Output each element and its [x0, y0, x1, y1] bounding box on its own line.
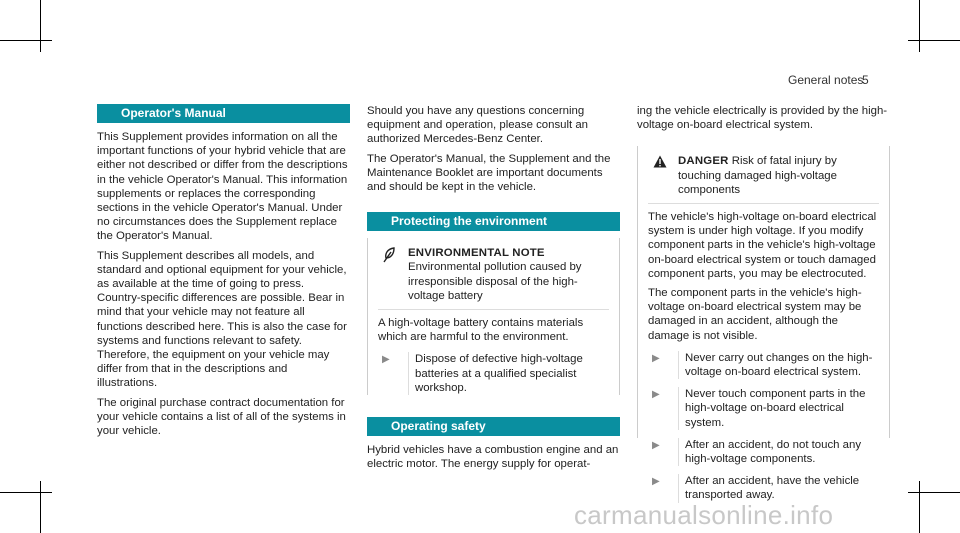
crop-mark	[919, 481, 920, 533]
page-number: 5	[862, 73, 869, 87]
note-body: A high-voltage battery contains materials which are harmful to the environment.	[378, 317, 584, 344]
warning-triangle-icon	[648, 154, 672, 168]
step-text: After an accident, have the vehicle transported away.	[678, 474, 879, 502]
instruction-step	[648, 438, 879, 466]
danger-paragraph: The vehicle's high-voltage on-board electrical system is under high voltage. If you modify component parts in the vehicle's high-voltage on-board electrical system or touch damaged component parts, you may be electrocuted.	[648, 211, 877, 280]
section-heading-environment: Protecting the environment	[367, 212, 620, 231]
arrow-right-icon: ▶	[652, 352, 660, 364]
danger-label: DANGER	[678, 155, 729, 168]
body-paragraph: This Supplement describes all models, and standard and optional equipment for your vehicle, as available at the time of going to press. Country-specific differences are possible. Bear in mind that your vehicle may not feature all functions described here. This is also the case for systems and functions relevant to safety. Therefore, the equipment on your vehicle may differ from that in the descriptions and illustrations.	[97, 249, 347, 390]
crop-mark	[908, 40, 960, 41]
running-header-title: General notes	[788, 73, 864, 87]
danger-paragraph: The component parts in the vehicle's high-voltage on-board electrical system may be damaged in an accident, although the damage is not visible.	[648, 287, 862, 342]
crop-mark	[919, 0, 920, 52]
step-text: After an accident, do not touch any high-voltage components.	[678, 438, 879, 466]
step-text: Dispose of defective high-voltage batteries at a qualified specialist workshop.	[408, 352, 609, 395]
body-paragraph: The original purchase contract documentation for your vehicle contains a list of all of the systems in your vehicle.	[97, 396, 346, 438]
body-paragraph: This Supplement provides information on all the important functions of your hybrid vehicle that are either not described or differ from the descriptions in the vehicle Operator's Manual. This information supplements or replaces the corresponding sections in the vehicle Operator's Manual. Under no circumstances does the Supplement replace the Operator's Manual.	[97, 131, 348, 243]
note-label: ENVIRONMENTAL NOTE	[408, 247, 545, 260]
section-heading-operating-safety: Operating safety	[367, 417, 620, 436]
step-text: Never carry out changes on the high-voltage on-board electrical system.	[678, 351, 879, 379]
instruction-step	[648, 351, 879, 379]
step-text: Never touch component parts in the high-voltage on-board electrical system.	[678, 387, 879, 430]
crop-mark	[0, 492, 52, 493]
column-left	[97, 104, 350, 443]
body-paragraph: Hybrid vehicles have a combustion engine and an electric motor. The energy supply for operat-	[367, 444, 619, 471]
arrow-right-icon: ▶	[382, 354, 390, 366]
danger-box	[637, 146, 890, 502]
instruction-step	[378, 352, 609, 395]
column-right	[637, 104, 890, 502]
arrow-right-icon: ▶	[652, 476, 660, 488]
instruction-step	[648, 387, 879, 430]
danger-text: Risk of fatal injury by touching damaged high-voltage components	[678, 155, 837, 196]
crop-mark	[0, 40, 52, 41]
crop-mark	[40, 481, 41, 533]
body-paragraph: Should you have any questions concerning equipment and operation, please consult an authorized Mercedes-Benz Center.	[367, 105, 589, 146]
leaf-icon	[378, 246, 402, 263]
environmental-note-box	[367, 238, 620, 395]
column-middle	[367, 104, 620, 476]
crop-mark	[40, 0, 41, 52]
arrow-right-icon: ▶	[652, 389, 660, 401]
arrow-right-icon: ▶	[652, 439, 660, 451]
body-paragraph: ing the vehicle electrically is provided by the high-voltage on-board electrical system.	[637, 105, 888, 132]
section-heading-operators-manual: Operator's Manual	[97, 104, 350, 123]
instruction-step	[648, 474, 879, 502]
body-paragraph: The Operator's Manual, the Supplement and the Maintenance Booklet are important documents and should be kept in the vehicle.	[367, 152, 611, 194]
watermark: carmanualsonline.info	[574, 500, 834, 530]
note-text: Environmental pollution caused by irresponsible disposal of the high-voltage battery	[408, 261, 582, 302]
crop-mark	[908, 492, 960, 493]
